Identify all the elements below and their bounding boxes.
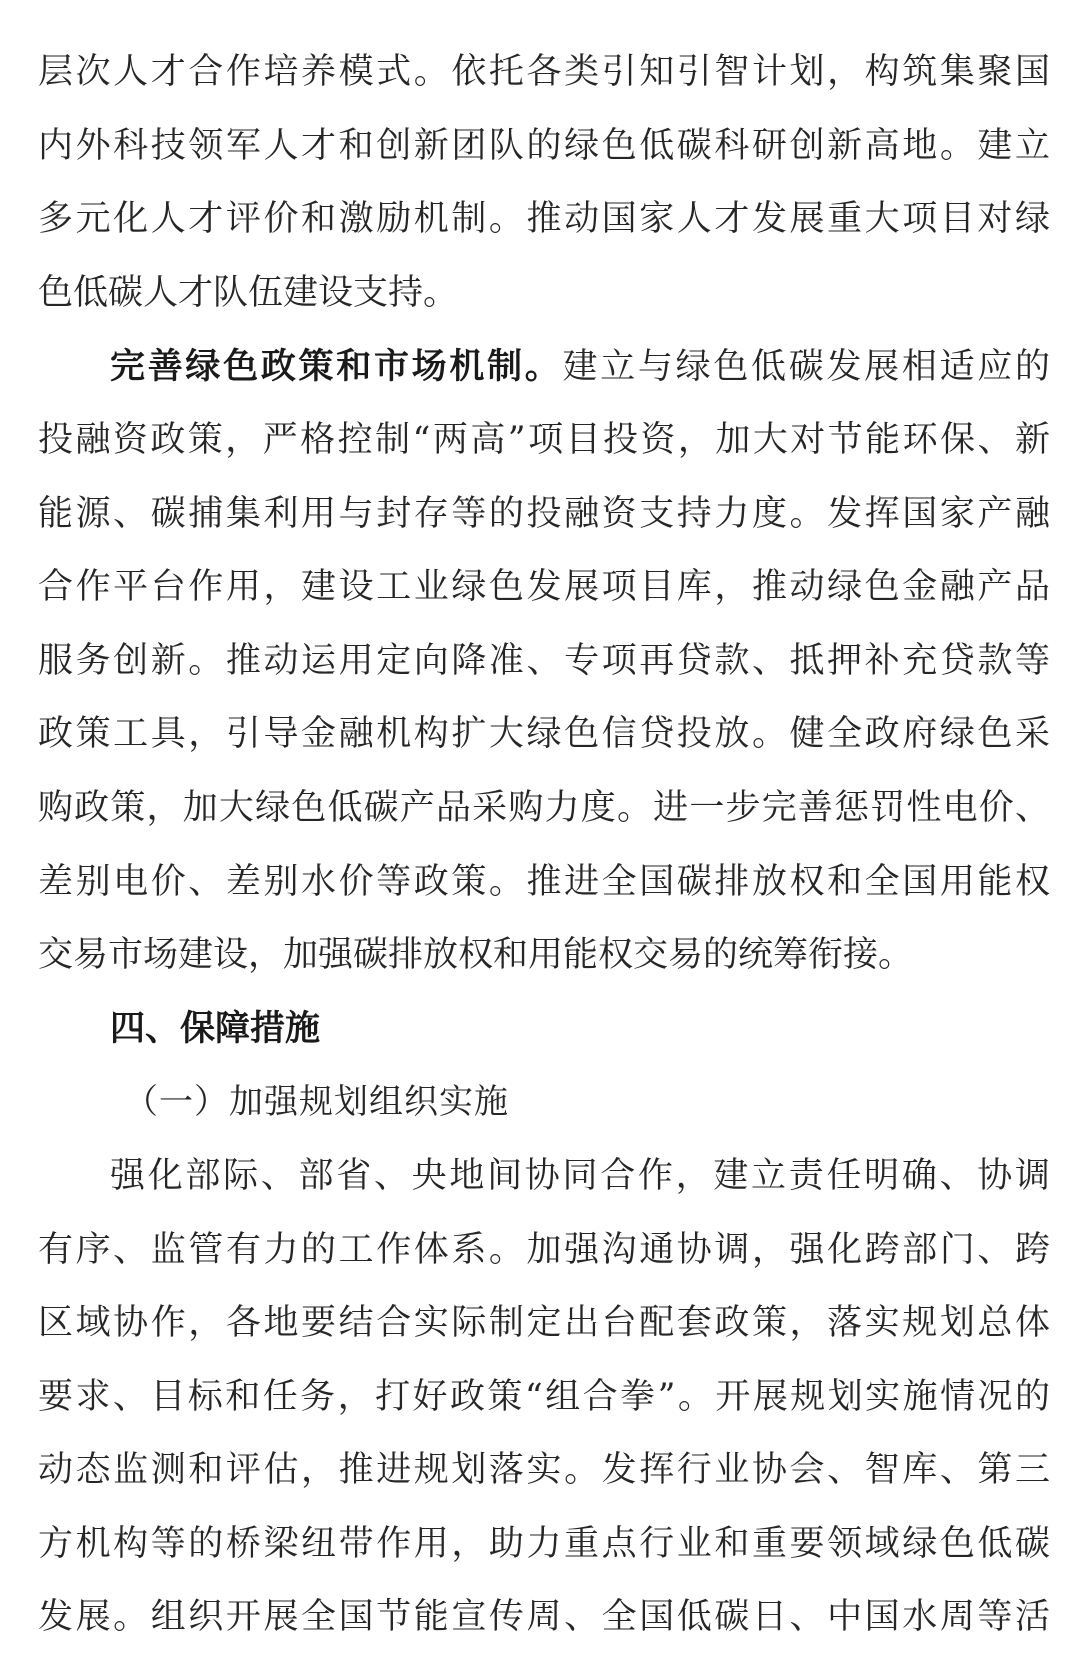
text-line: 有序、监管有力的工作体系。加强沟通协调，强化跨部门、跨 (38, 1229, 1050, 1270)
text-line: 层次人才合作培养模式。依托各类引知引智计划，构筑集聚国 (38, 52, 1050, 92)
text-line: 交易市场建设，加强碳排放权和用能权交易的统筹衔接。 (38, 935, 914, 976)
subsection-heading: （一）加强规划组织实施 (124, 1082, 509, 1123)
text-line: 购政策，加大绿色低碳产品采购力度。进一步完善惩罚性电价、 (38, 787, 1050, 828)
text-line: 方机构等的桥梁纽带作用，助力重点行业和重要领域绿色低碳 (38, 1523, 1050, 1564)
text-line-first (38, 330, 1050, 404)
text-line: 服务创新。推动运用定向降准、专项再贷款、抵押补充贷款等 (38, 640, 1050, 681)
paragraph-implementation (38, 1140, 1050, 1655)
text-line: 要求、目标和任务，打好政策“组合拳”。开展规划实施情况的 (38, 1376, 1050, 1417)
text-line: 区域协作，各地要结合实际制定出台配套政策，落实规划总体 (38, 1303, 1050, 1344)
text-line: 动态监测和评估，推进规划落实。发挥行业协会、智库、第三 (38, 1450, 1050, 1491)
text-fragment: 建立与绿色低碳发展相适应的 (562, 347, 1050, 388)
section-heading: 四、保障措施 (110, 1008, 321, 1049)
text-line: 多元化人才评价和激励机制。推动国家人才发展重大项目对绿 (38, 199, 1050, 240)
text-line: 发展。组织开展全国节能宣传周、全国低碳日、中国水周等活 (38, 1597, 1050, 1638)
paragraph-policy-market (38, 330, 1050, 992)
paragraph-talent (38, 36, 1050, 330)
text-line: 差别电价、差别水价等政策。推进全国碳排放权和全国用能权 (38, 861, 1050, 902)
text-line: 内外科技领军人才和创新团队的绿色低碳科研创新高地。建立 (38, 125, 1050, 166)
text-line: 合作平台作用，建设工业绿色发展项目库，推动绿色金融产品 (38, 567, 1050, 608)
text-line: 投融资政策，严格控制“两高”项目投资，加大对节能环保、新 (38, 419, 1050, 460)
text-line-first: 强化部际、部省、央地间协同合作，建立责任明确、协调 (110, 1155, 1050, 1196)
text-line: 政策工具，引导金融机构扩大绿色信贷投放。健全政府绿色采 (38, 714, 1050, 755)
text-line: 能源、碳捕集利用与封存等的投融资支持力度。发挥国家产融 (38, 493, 1050, 534)
paragraph-lead-title: 完善绿色政策和市场机制。 (110, 346, 563, 388)
text-line: 色低碳人才队伍建设支持。 (38, 272, 459, 313)
